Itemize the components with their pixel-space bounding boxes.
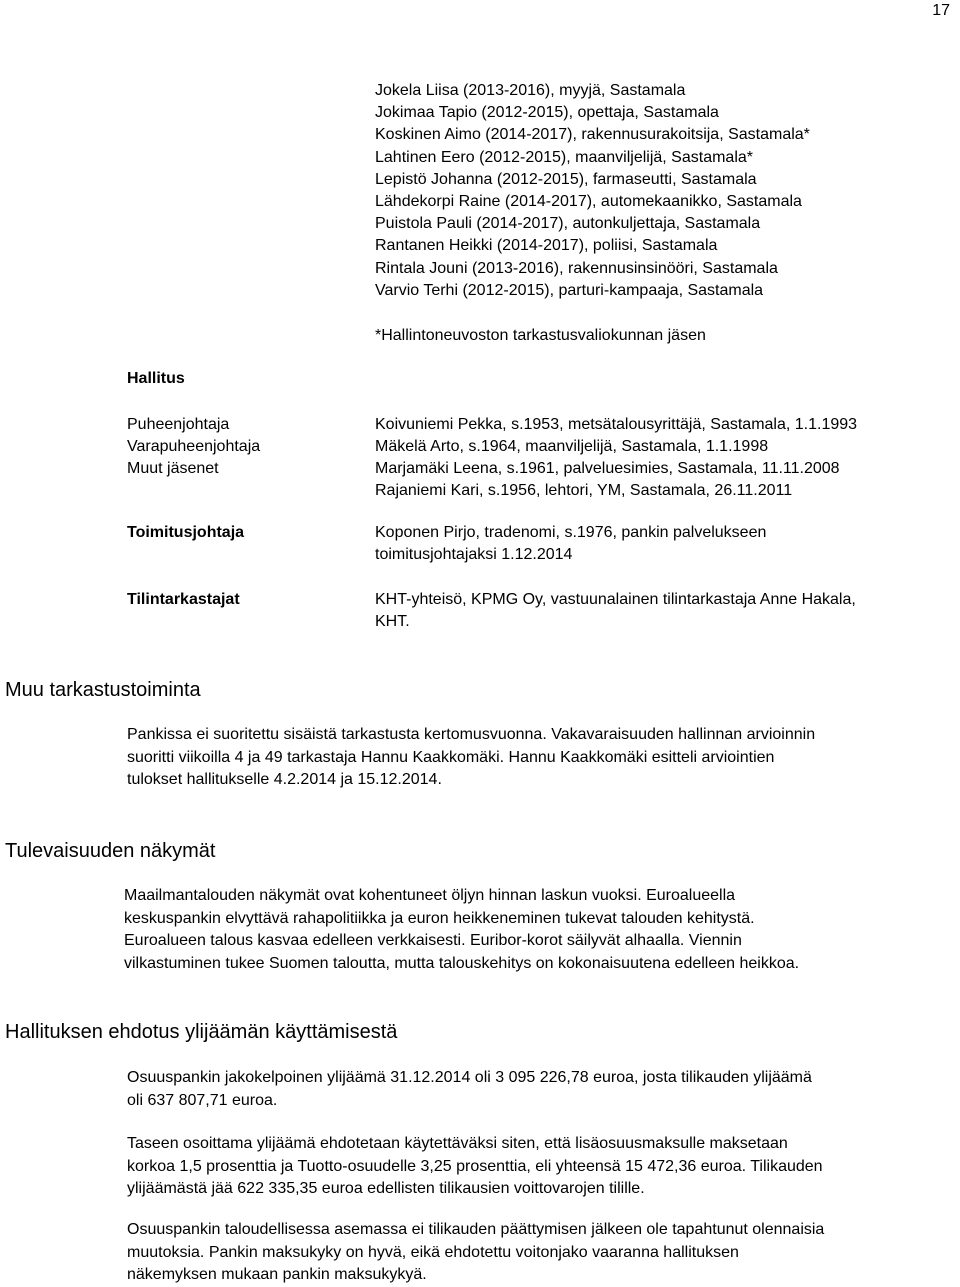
page-number: 17: [932, 2, 950, 19]
section-heading: Muu tarkastustoiminta: [5, 679, 201, 701]
section-heading: Tulevaisuuden näkymät: [5, 840, 216, 862]
member-item: Rantanen Heikki (2014-2017), poliisi, Sastamala: [375, 237, 718, 255]
paragraph-line: Osuuspankin jakokelpoinen ylijäämä 31.12.2014 oli 3 095 226,78 euroa, josta tilikauden ylijäämä: [127, 1069, 812, 1086]
board-title: Hallitus: [127, 370, 185, 387]
chair-value: Koivuniemi Pekka, s.1953, metsätalousyrittäjä, Sastamala, 1.1.1993: [375, 416, 858, 433]
other-audit-paragraph: [127, 724, 957, 792]
supervisory-board-member-list: [375, 80, 960, 302]
ceo-value-line: toimitusjohtajaksi 1.12.2014: [375, 546, 573, 563]
proposal-paragraph: [127, 1133, 957, 1201]
member-item: Rintala Jouni (2013-2016), rakennusinsinööri, Sastamala: [375, 259, 778, 277]
paragraph-line: suoritti viikoilla 4 ja 49 tarkastaja Hannu Kaakkomäki. Hannu Kaakkomäki esitteli arviointien: [127, 748, 775, 766]
outlook-paragraph: [124, 885, 954, 975]
proposal-paragraph: [127, 1067, 957, 1112]
vice-chair-value: Mäkelä Arto, s.1964, maanviljelijä, Sastamala, 1.1.1998: [375, 438, 769, 455]
ceo-label: Toimitusjohtaja: [127, 524, 245, 541]
paragraph-line: tulokset hallitukselle 4.2.2014 ja 15.12.2014.: [127, 771, 442, 788]
member-item: Jokela Liisa (2013-2016), myyjä, Sastamala: [375, 82, 686, 99]
paragraph-line: keskuspankin elvyttävä rahapolitiikka ja euron heikkeneminen tukevat talouden kehitystä.: [124, 909, 755, 927]
paragraph-line: Taseen osoittama ylijäämä ehdotetaan käytettäväksi siten, että lisäosuusmaksulle maksetaan: [127, 1135, 788, 1152]
auditors-label: Tilintarkastajat: [127, 591, 240, 608]
section-heading: Hallituksen ehdotus ylijäämän käyttämisestä: [5, 1021, 398, 1043]
member-item: Koskinen Aimo (2014-2017), rakennusurakoitsija, Sastamala*: [375, 126, 810, 144]
vice-chair-label: Varapuheenjohtaja: [127, 438, 261, 455]
paragraph-line: Osuuspankin taloudellisessa asemassa ei tilikauden päättymisen jälkeen ole tapahtunut olennaisia: [127, 1221, 825, 1238]
other-member-value: Rajaniemi Kari, s.1956, lehtori, YM, Sastamala, 26.11.2011: [375, 482, 793, 499]
member-item: Puistola Pauli (2014-2017), autonkuljettaja, Sastamala: [375, 215, 761, 233]
member-item: Lahtinen Eero (2012-2015), maanviljelijä, Sastamala*: [375, 148, 753, 166]
proposal-paragraph: [127, 1219, 957, 1287]
paragraph-line: oli 637 807,71 euroa.: [127, 1091, 278, 1109]
paragraph-line: Pankissa ei suoritettu sisäistä tarkastusta kertomusvuonna. Vakavaraisuuden hallinnan arvioinnin: [127, 726, 816, 743]
paragraph-line: vilkastuminen tukee Suomen taloutta, mutta talouskehitys on kokonaisuutena edelleen heikkoa.: [124, 954, 800, 972]
member-item: Jokimaa Tapio (2012-2015), opettaja, Sastamala: [375, 104, 719, 122]
paragraph-line: muutoksia. Pankin maksukyky on hyvä, eikä ehdotettu voitonjako vaaranna hallituksen: [127, 1243, 739, 1261]
paragraph-line: Maailmantalouden näkymät ovat kohentuneet öljyn hinnan laskun vuoksi. Euroalueella: [124, 887, 736, 904]
member-item: Lähdekorpi Raine (2014-2017), automekaanikko, Sastamala: [375, 192, 802, 210]
paragraph-line: näkemyksen mukaan pankin maksukykyä.: [127, 1266, 427, 1283]
chair-label: Puheenjohtaja: [127, 416, 230, 433]
paragraph-line: korkoa 1,5 prosenttia ja Tuotto-osuudelle 3,25 prosenttia, eli yhteensä 15 472,36 euroa. Tilikauden: [127, 1157, 823, 1175]
other-member-value: Marjamäki Leena, s.1961, palveluesimies, Sastamala, 11.11.2008: [375, 460, 840, 477]
member-item: Lepistö Johanna (2012-2015), farmaseutti, Sastamala: [375, 170, 757, 188]
members-footnote: *Hallintoneuvoston tarkastusvaliokunnan jäsen: [375, 327, 706, 344]
paragraph-line: Euroalueen talous kasvaa edelleen verkkaisesti. Euribor-korot säilyvät alhaalla. Viennin: [124, 932, 742, 949]
ceo-value-line: Koponen Pirjo, tradenomi, s.1976, pankin palvelukseen: [375, 524, 767, 541]
member-item: Varvio Terhi (2012-2015), parturi-kampaaja, Sastamala: [375, 281, 764, 299]
auditors-value-line: KHT-yhteisö, KPMG Oy, vastuunalainen tilintarkastaja Anne Hakala,: [375, 591, 856, 608]
other-members-label: Muut jäsenet: [127, 460, 219, 477]
auditors-value-line: KHT.: [375, 613, 410, 630]
paragraph-line: ylijäämästä jää 622 335,35 euroa edellisten tilikausien voittovarojen tilille.: [127, 1180, 645, 1197]
